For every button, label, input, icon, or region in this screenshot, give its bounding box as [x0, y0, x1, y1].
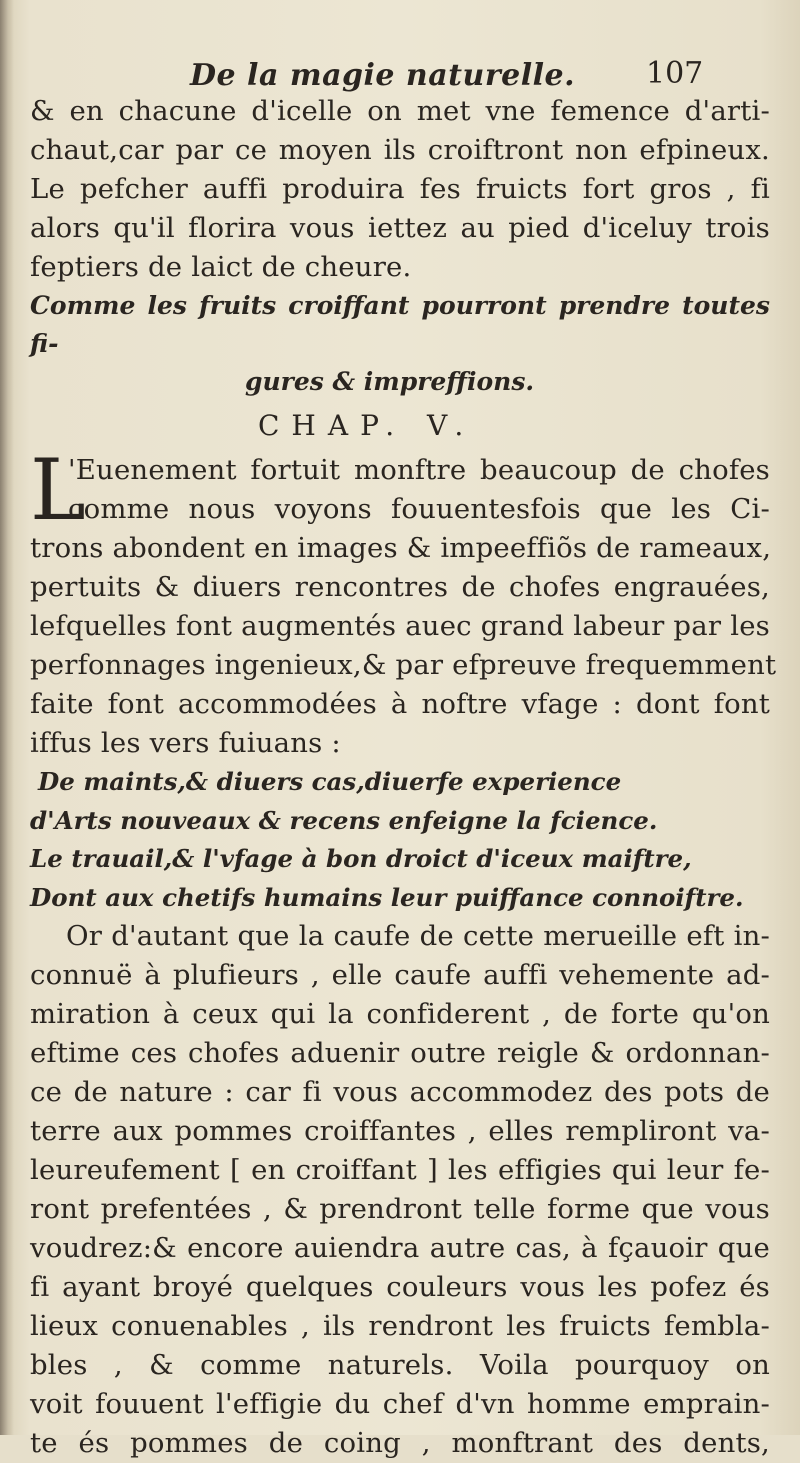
text-line: feptiers de laict de cheure. [30, 251, 412, 283]
text-line: alors qu'il florira vous iettez au pied d'iceluy trois [30, 212, 770, 244]
page-gutter [0, 0, 14, 1435]
text-line: ront prefentées , & prendront telle forme que vous [30, 1193, 770, 1225]
chapter-title-line: gures & impreffions. [245, 367, 535, 396]
text-line: pertuits & diuers rencontres de chofes engrauées, [30, 571, 770, 603]
text-line: comme nous voyons fouuentesfois que les Ci- [68, 493, 770, 525]
page-text [30, 40, 777, 1463]
text-line: voudrez:& encore auiendra autre cas, à fçauoir que [30, 1232, 770, 1264]
page-number: 107 [646, 56, 704, 91]
text-line: connuë à plufieurs , elle caufe auffi vehemente ad- [30, 959, 770, 991]
text-line: voit fouuent l'effigie du chef d'vn homme emprain- [30, 1388, 770, 1420]
chapter-number: CHAP. V. [258, 409, 476, 442]
text-line: leureufement [ en croiffant ] les effigies qui leur fe- [30, 1154, 770, 1186]
text-line: lieux conuenables , ils rendront les fruicts fembla- [30, 1310, 770, 1342]
verse-line: De maints,& diuers cas,diuerfe experience [38, 767, 622, 796]
text-line: Or d'autant que la caufe de cette merueille eft in- [66, 920, 770, 952]
text-line: perfonnages ingenieux,& par efpreuve frequemment [30, 649, 777, 681]
verse-line: Le trauail,& l'vfage à bon droict d'iceux maiftre, [30, 844, 692, 873]
chapter-title-line: Comme les fruits croiffant pourront prendre toutes fi- [30, 291, 770, 358]
verse-line: d'Arts nouveaux & recens enfeigne la fcience. [30, 805, 658, 835]
text-line: & en chacune d'icelle on met vne femence d'arti- [30, 95, 770, 127]
text-line: fi ayant broyé quelques couleurs vous les pofez és [30, 1271, 770, 1303]
text-line: ce de nature : car fi vous accommodez des pots de [30, 1076, 770, 1108]
text-line: Le pefcher auffi produira fes fruicts fort gros , fi [30, 173, 770, 205]
text-line: lefquelles font augmentés auec grand labeur par les [30, 610, 770, 642]
text-line: terre aux pommes croiffantes , elles rempliront va- [30, 1115, 770, 1147]
text-line: eftime ces chofes aduenir outre reigle & ordonnan- [30, 1037, 770, 1069]
text-line: te és pommes de coing , monftrant des dents, [30, 1427, 770, 1459]
text-line: chaut,car par ce moyen ils croiftront non efpineux. [30, 134, 770, 166]
text-line: 'Euenement fortuit monftre beaucoup de chofes [68, 454, 770, 486]
text-line: bles , & comme naturels. Voila pourquoy on [30, 1349, 770, 1381]
chapter-title [30, 287, 770, 401]
page-header [30, 40, 770, 92]
first-paragraph [30, 441, 777, 763]
drop-cap: L [30, 441, 86, 539]
running-title: De la magie naturelle. [190, 58, 576, 93]
verse-line: Dont aux chetifs humains leur puiffance connoiftre. [30, 882, 744, 912]
text-line: iffus les vers fuiuans : [30, 727, 341, 759]
text-line: trons abondent en images & impeeffiõs de rameaux, [30, 532, 772, 564]
text-line: faite font accommodées à noftre vfage : dont font [30, 688, 770, 720]
text-line: miration à ceux qui la confiderent , de forte qu'on [30, 998, 770, 1030]
